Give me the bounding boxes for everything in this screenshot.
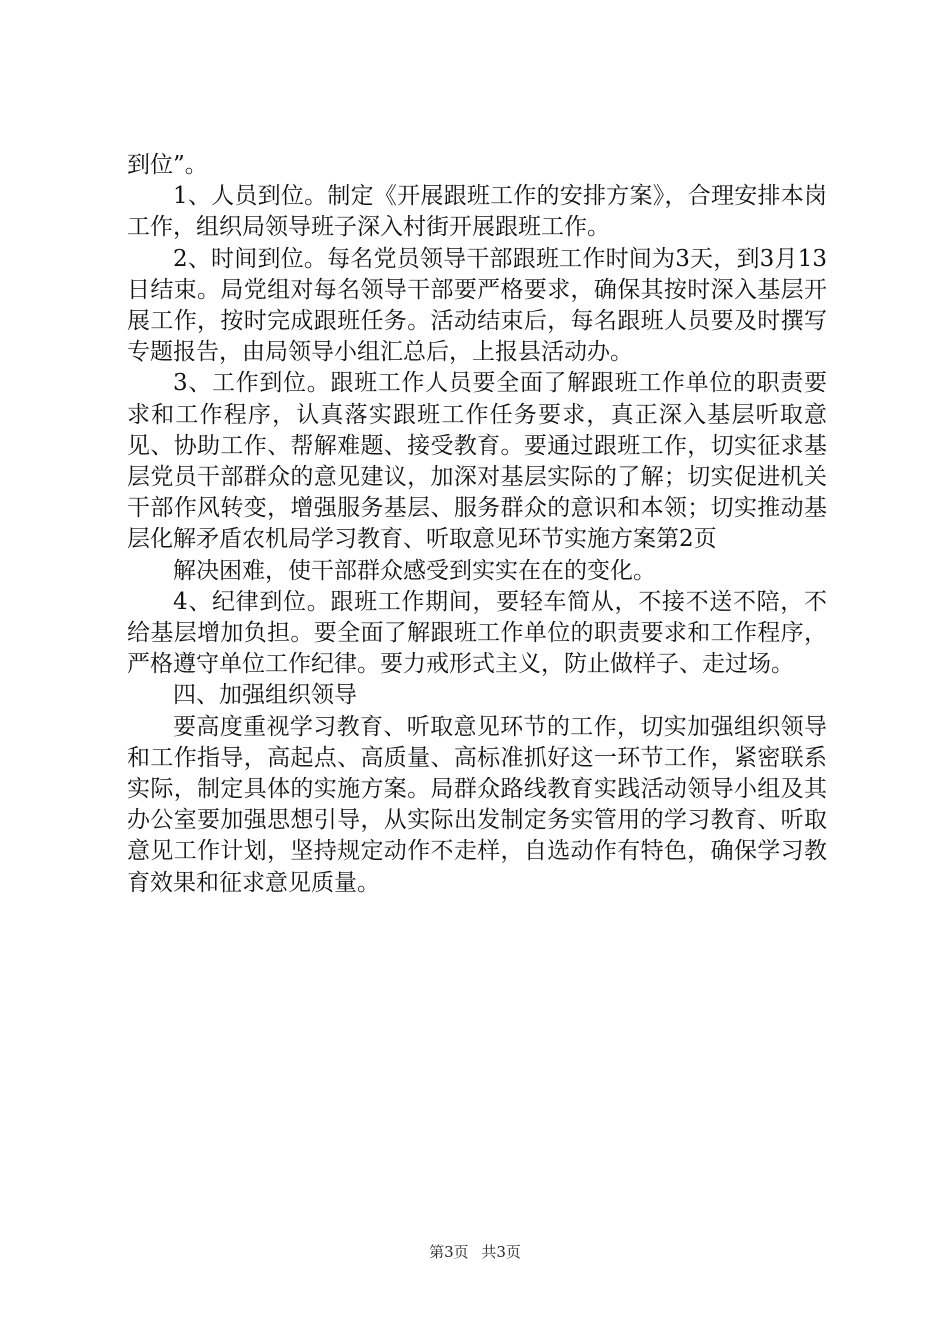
section-heading: 四、加强组织领导	[173, 682, 357, 709]
document-body	[127, 150, 827, 899]
paragraph-7: 要高度重视学习教育、听取意见环节的工作，切实加强组织领导和工作指导，高起点、高质量、高标准抓好这一环节工作，紧密联系实际，制定具体的实施方案。局群众路线教育实践活动领导小组及其办公室要加强思想引导，从实际出发制定务实管用的学习教育、听取意见工作计划，坚持规定动作不走样，自选动作有特色，确保学习教育效果和征求意见质量。	[127, 713, 827, 896]
page-number: 第3页	[429, 1243, 469, 1261]
page-total: 共3页	[481, 1243, 521, 1261]
paragraph-5: 4、纪律到位。跟班工作期间，要轻车简从，不接不送不陪，不给基层增加负担。要全面了解跟班工作单位的职责要求和工作程序，严格遵守单位工作纪律。要力戒形式主义，防止做样子、走过场。	[127, 588, 827, 678]
paragraph-2: 2、时间到位。每名党员领导干部跟班工作时间为3天，到3月13日结束。局党组对每名领导干部要严格要求，确保其按时深入基层开展工作，按时完成跟班任务。活动结束后，每名跟班人员要及时撰写专题报告，由局领导小组汇总后，上报县活动办。	[127, 245, 827, 366]
paragraph-1: 1、人员到位。制定《开展跟班工作的安排方案》，合理安排本岗工作，组织局领导班子深入村街开展跟班工作。	[127, 183, 827, 241]
paragraph-3: 3、工作到位。跟班工作人员要全面了解跟班工作单位的职责要求和工作程序，认真落实跟班工作任务要求，真正深入基层听取意见、协助工作、帮解难题、接受教育。要通过跟班工作，切实征求基层党员干部群众的意见建议，加深对基层实际的了解；切实促进机关干部作风转变，增强服务基层、服务群众的意识和本领；切实推动基层化解矛盾农机局学习教育、听取意见环节实施方案第2页	[127, 370, 827, 553]
paragraph-4: 解决困难，使干部群众感受到实实在在的变化。	[173, 557, 656, 584]
page-footer	[0, 1241, 950, 1262]
paragraph-0: 到位”。	[127, 152, 208, 178]
